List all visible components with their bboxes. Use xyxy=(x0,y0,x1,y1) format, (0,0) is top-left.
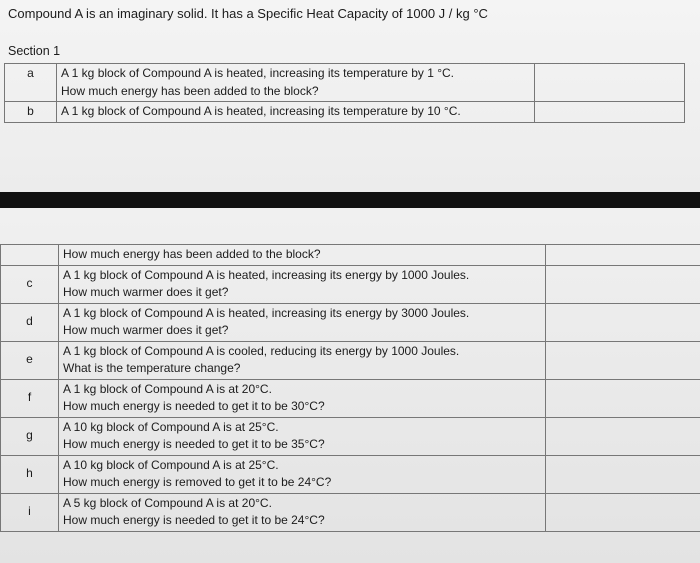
table-row xyxy=(1,245,700,266)
question-label xyxy=(1,245,59,266)
question-line: How much warmer does it get? xyxy=(63,285,229,299)
question-line: A 10 kg block of Compound A is at 25°C. xyxy=(63,419,279,434)
question-text xyxy=(59,379,546,417)
question-text xyxy=(59,417,546,455)
question-line: How much energy is needed to get it to be 24°C? xyxy=(63,513,325,527)
table-row xyxy=(1,303,700,341)
table-row xyxy=(5,102,685,123)
question-line: How much warmer does it get? xyxy=(63,323,229,337)
question-text xyxy=(57,64,535,102)
table-row xyxy=(1,455,700,493)
table-row xyxy=(1,417,700,455)
section-1-table xyxy=(4,63,685,123)
question-line: How much energy has been added to the block? xyxy=(61,83,319,98)
answer-cell[interactable] xyxy=(546,493,700,531)
intro-text: Compound A is an imaginary solid. It has a Specific Heat Capacity of 1000 J / kg °C xyxy=(8,6,488,21)
question-label: a xyxy=(5,64,57,102)
question-line: How much energy is needed to get it to be 30°C? xyxy=(63,399,325,413)
question-label: g xyxy=(1,417,59,455)
table-row xyxy=(1,265,700,303)
table-row xyxy=(1,341,700,379)
question-text xyxy=(59,341,546,379)
question-line: How much energy has been added to the block? xyxy=(63,247,321,261)
question-text xyxy=(59,245,546,266)
answer-cell[interactable] xyxy=(546,245,700,266)
table-row xyxy=(5,64,685,102)
answer-cell[interactable] xyxy=(546,265,700,303)
question-label: c xyxy=(1,265,59,303)
question-line: A 10 kg block of Compound A is at 25°C. xyxy=(63,457,279,472)
question-label: d xyxy=(1,303,59,341)
answer-cell[interactable] xyxy=(546,303,700,341)
question-line: What is the temperature change? xyxy=(63,361,241,375)
question-line: A 1 kg block of Compound A is cooled, reducing its energy by 1000 Joules. xyxy=(63,343,460,358)
question-line: A 1 kg block of Compound A is heated, increasing its energy by 1000 Joules. xyxy=(63,267,470,282)
section-2-table xyxy=(0,244,700,532)
answer-cell[interactable] xyxy=(535,102,685,123)
question-text xyxy=(59,265,546,303)
table-row xyxy=(1,493,700,531)
answer-cell[interactable] xyxy=(546,379,700,417)
question-label: f xyxy=(1,379,59,417)
section-1-title: Section 1 xyxy=(8,44,61,58)
answer-cell[interactable] xyxy=(535,64,685,102)
answer-cell[interactable] xyxy=(546,455,700,493)
question-text xyxy=(57,102,535,123)
answer-cell[interactable] xyxy=(546,417,700,455)
page-gap-band xyxy=(0,192,700,208)
table-row xyxy=(1,379,700,417)
question-line: A 1 kg block of Compound A is at 20°C. xyxy=(63,381,272,396)
question-text xyxy=(59,493,546,531)
question-label: i xyxy=(1,493,59,531)
question-line: How much energy is needed to get it to be 35°C? xyxy=(63,437,325,451)
answer-cell[interactable] xyxy=(546,341,700,379)
question-label: h xyxy=(1,455,59,493)
question-label: b xyxy=(5,102,57,123)
question-line: A 5 kg block of Compound A is at 20°C. xyxy=(63,495,272,510)
question-label: e xyxy=(1,341,59,379)
question-line: How much energy is removed to get it to be 24°C? xyxy=(63,475,332,489)
question-line: A 1 kg block of Compound A is heated, increasing its energy by 3000 Joules. xyxy=(63,305,470,320)
question-text xyxy=(59,455,546,493)
question-text xyxy=(59,303,546,341)
question-line: A 1 kg block of Compound A is heated, increasing its temperature by 1 °C. xyxy=(61,66,455,80)
question-line: A 1 kg block of Compound A is heated, increasing its temperature by 10 °C. xyxy=(61,104,461,118)
